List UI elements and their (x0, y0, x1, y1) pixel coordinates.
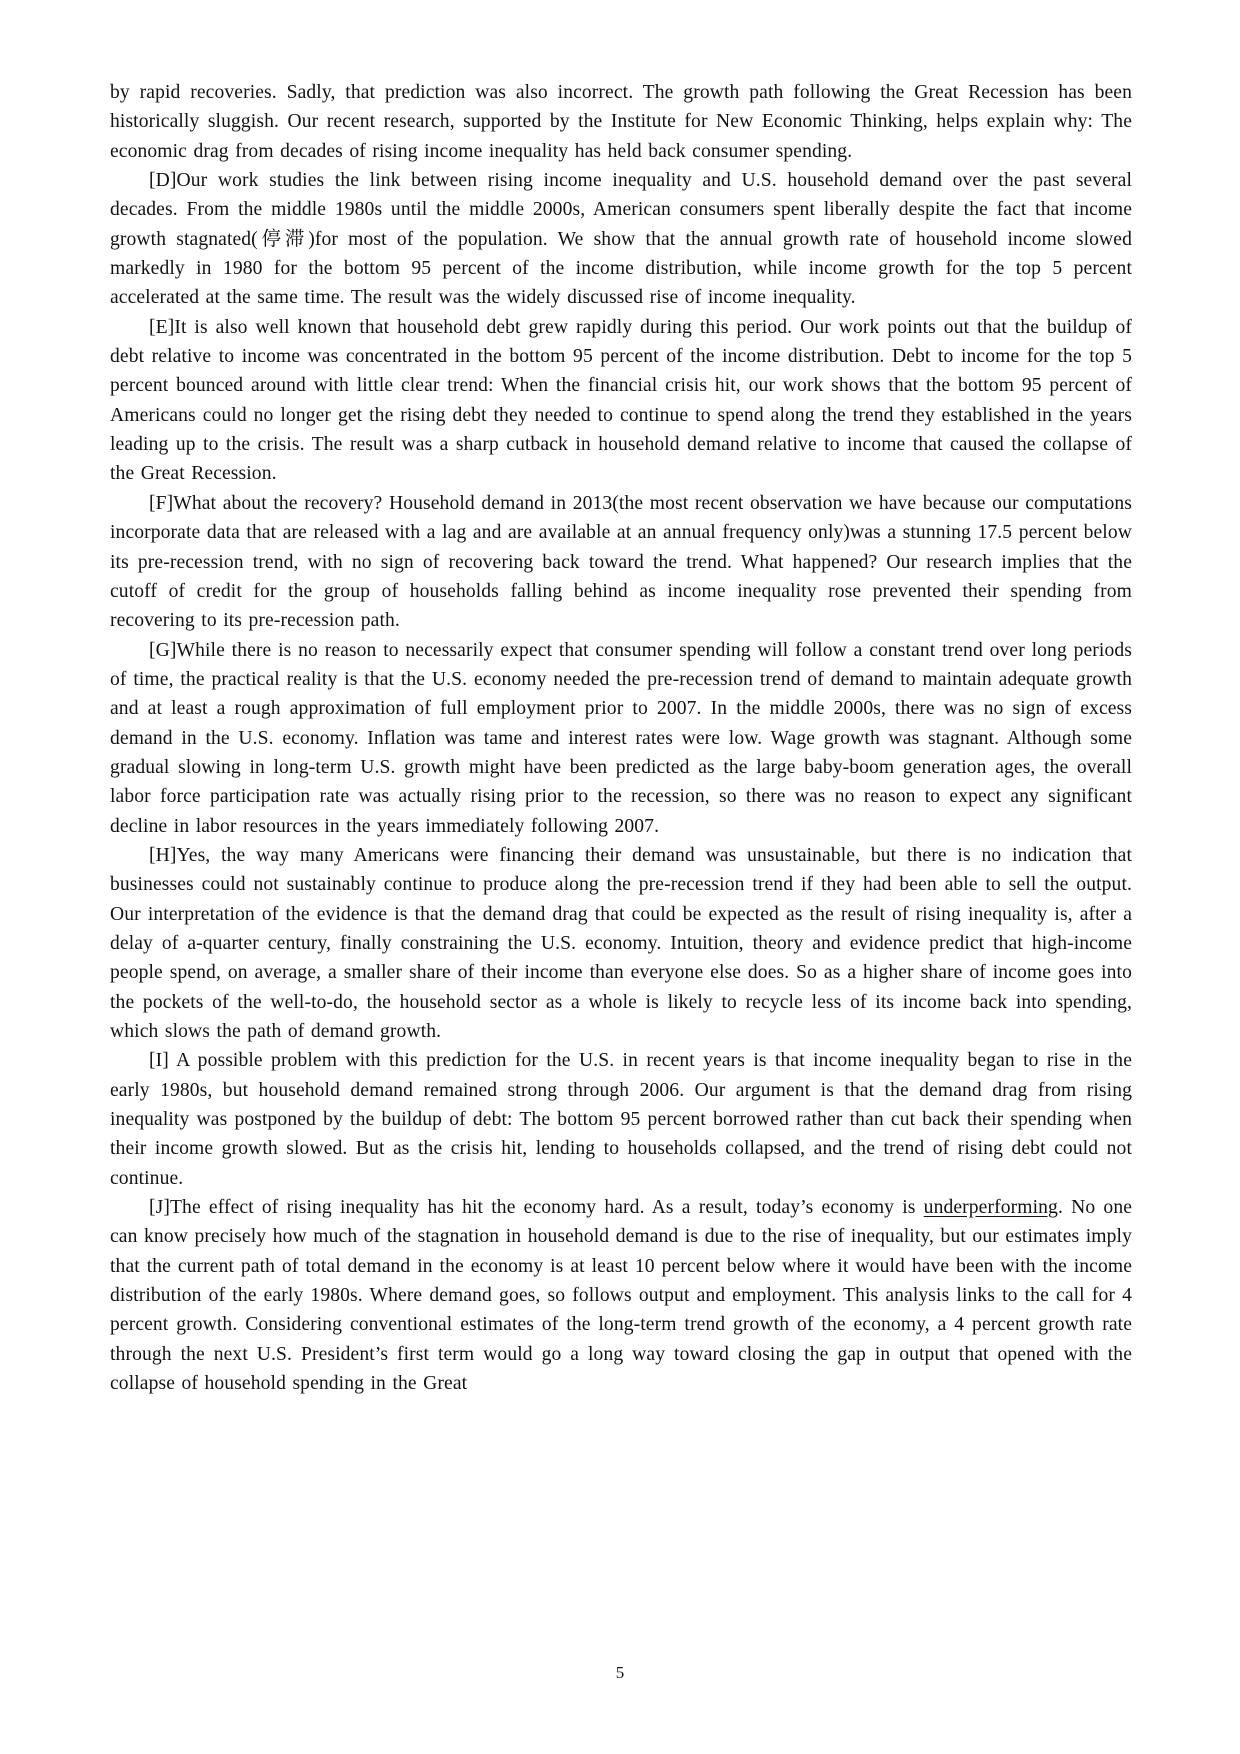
underlined-word-underperforming: underperforming (923, 1197, 1058, 1219)
paragraph-f: [F]What about the recovery? Household demand in 2013(the most recent observation we have because our computations incorporate data that are released with a lag and are available at an annual frequency only)was a stunning 17.5 percent below its pre-recession trend, with no sign of recovering back toward the trend. What happened? Our research implies that the cutoff of credit for the group of households falling behind as income inequality rose prevented their spending from recovering to its pre-recession path. (110, 492, 1132, 632)
paragraph-j-text-before-underline: [J]The effect of rising inequality has hit the economy hard. As a result, today’s economy is (149, 1197, 924, 1219)
passage-text-block (110, 78, 1132, 1398)
paragraph-j-text-after-underline: . No one can know precisely how much of the stagnation in household demand is due to the rise of inequality, but our estimates imply that the current path of total demand in the economy is at least 10 percent below where it would have been with the income distribution of the early 1980s. Where demand goes, so follows output and employment. This analysis links to the call for 4 percent growth. Considering conventional estimates of the long-term trend growth of the economy, a 4 percent growth rate through the next U.S. President’s first term would go a long way toward closing the gap in output that opened with the collapse of household spending in the Great (110, 1197, 1133, 1395)
paragraph-continuation: by rapid recoveries. Sadly, that prediction was also incorrect. The growth path following the Great Recession has been historically sluggish. Our recent research, supported by the Institute for New Economic Thinking, helps explain why: The economic drag from decades of rising income inequality has held back consumer spending. (110, 82, 1132, 162)
paragraph-g: [G]While there is no reason to necessarily expect that consumer spending will follow a constant trend over long periods of time, the practical reality is that the U.S. economy needed the pre-recession trend of demand to maintain adequate growth and at least a rough approximation of full employment prior to 2007. In the middle 2000s, there was no sign of excess demand in the U.S. economy. Inflation was tame and interest rates were low. Wage growth was stagnant. Although some gradual slowing in long-term U.S. growth might have been predicted as the large baby-boom generation ages, the overall labor force participation rate was actually rising prior to the recession, so there was no reason to expect any significant decline in labor resources in the years immediately following 2007. (110, 639, 1132, 837)
paragraph-e: [E]It is also well known that household debt grew rapidly during this period. Our work points out that the buildup of debt relative to income was concentrated in the bottom 95 percent of the income distribution. Debt to income for the top 5 percent bounced around with little clear trend: When the financial crisis hit, our work shows that the bottom 95 percent of Americans could no longer get the rising debt they needed to continue to spend along the trend they established in the years leading up to the crisis. The result was a sharp cutback in household demand relative to income that caused the collapse of the Great Recession. (110, 316, 1132, 485)
footer-page-number: 5 (615, 1663, 625, 1682)
paragraph-j (110, 1193, 1132, 1398)
paragraph-d: [D]Our work studies the link between rising income inequality and U.S. household demand over the past several decades. From the middle 1980s until the middle 2000s, American consumers spent liberally despite the fact that income growth stagnated(停滞)for most of the population. We show that the annual growth rate of household income slowed markedly in 1980 for the bottom 95 percent of the income distribution, while income growth for the top 5 percent accelerated at the same time. The result was the widely discussed rise of income inequality. (110, 170, 1132, 309)
paragraph-i: [I] A possible problem with this prediction for the U.S. in recent years is that income inequality began to rise in the early 1980s, but household demand remained strong through 2006. Our argument is that the demand drag from rising inequality was postponed by the buildup of debt: The bottom 95 percent borrowed rather than cut back their spending when their income growth slowed. But as the crisis hit, lending to households collapsed, and the trend of rising debt could not continue. (110, 1050, 1132, 1189)
paragraph-h: [H]Yes, the way many Americans were financing their demand was unsustainable, but there is no indication that businesses could not sustainably continue to produce along the pre-recession trend if they had been able to sell the output. Our interpretation of the evidence is that the demand drag that could be expected as the result of rising inequality is, after a delay of a-quarter century, finally constraining the U.S. economy. Intuition, theory and evidence predict that high-income people spend, on average, a smaller share of their income than everyone else does. So as a higher share of income goes into the pockets of the well-to-do, the household sector as a whole is likely to recycle less of its income back into spending, which slows the path of demand growth. (110, 844, 1132, 1042)
